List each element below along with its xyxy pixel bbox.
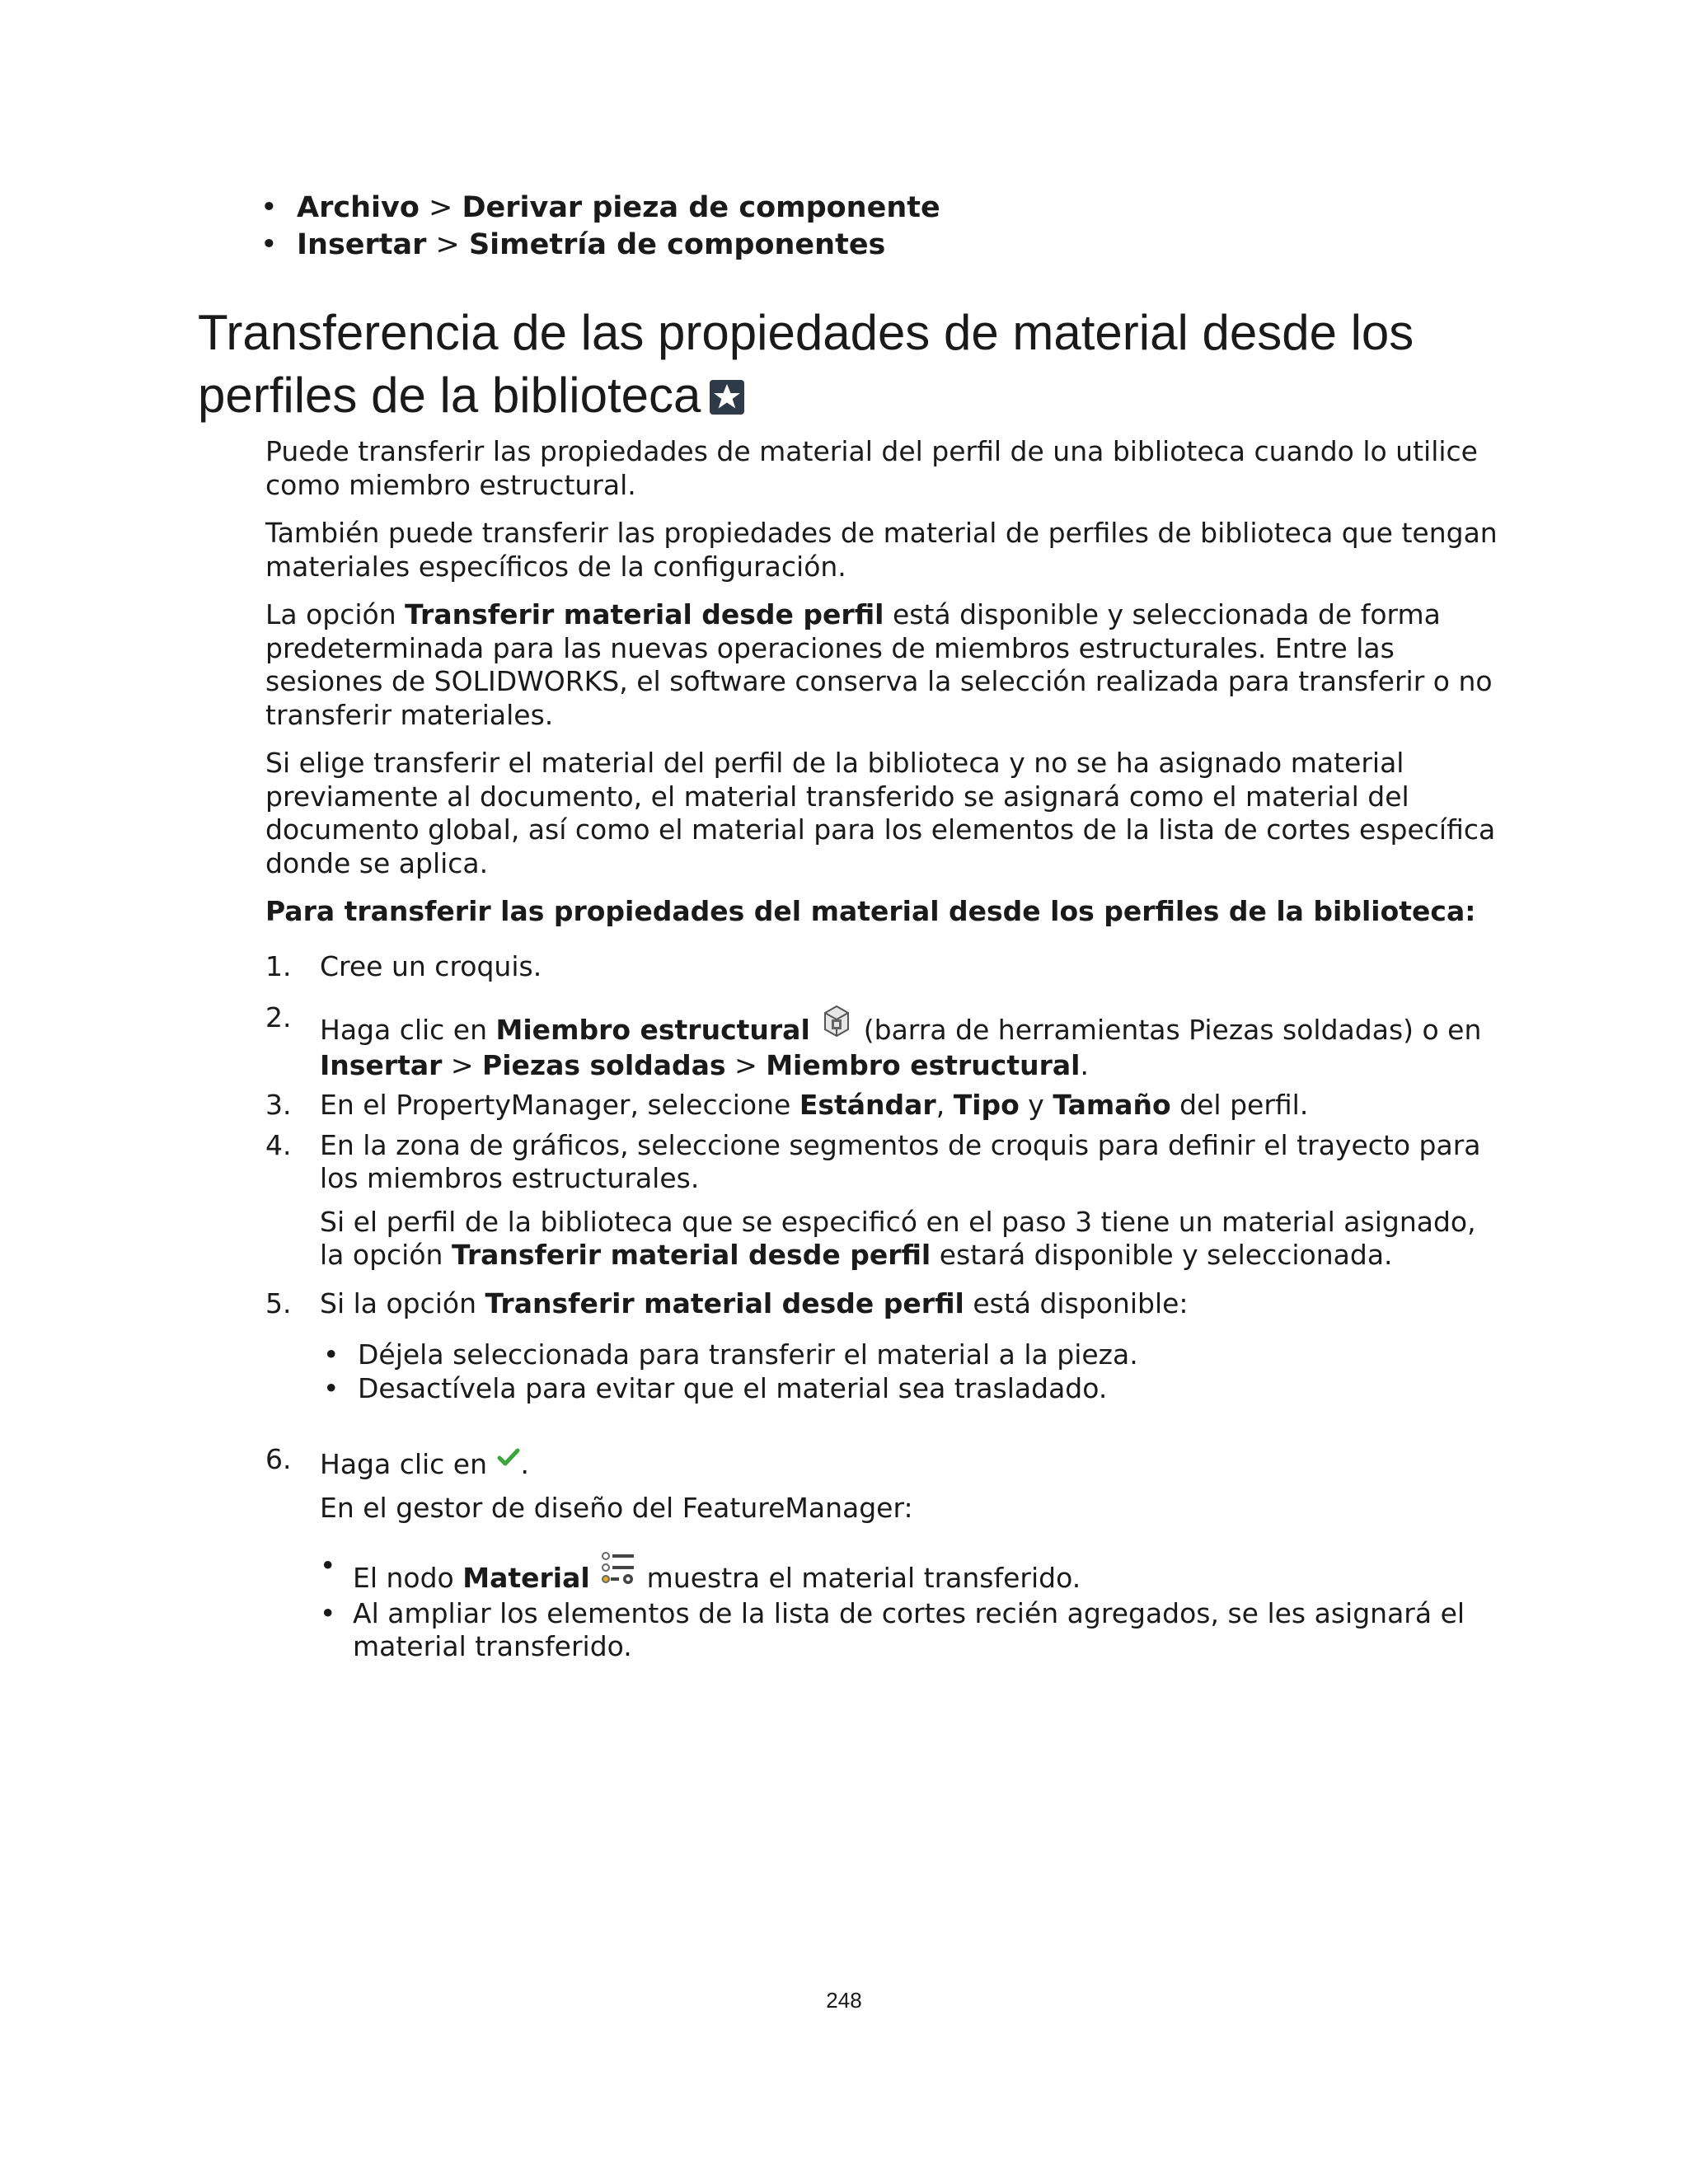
menu-item-label: Simetría de componentes <box>468 228 886 261</box>
menu-separator: > <box>725 1048 767 1081</box>
step-number: 1. <box>265 949 292 982</box>
menu-label: Archivo <box>297 191 420 224</box>
step-item <box>265 1443 1502 1664</box>
section-heading <box>198 302 1533 427</box>
text-span: El nodo <box>353 1562 463 1594</box>
procedure-title: Para transferir las propiedades del material desde los perfiles de la biblioteca: <box>265 895 1476 927</box>
paragraph: Si elige transferir el material del perfil de la biblioteca y no se ha asignado material previamente al documento, el material transferido se asignará como el material del documento global, así como el material para los elementos de la lista de cortes específica donde se aplica. <box>265 747 1496 879</box>
step-item <box>265 950 1502 984</box>
step-number: 4. <box>265 1128 292 1161</box>
step-item <box>265 1129 1502 1272</box>
step-item <box>265 1287 1502 1406</box>
material-node-icon <box>598 1549 638 1597</box>
text-span: y <box>1019 1089 1053 1121</box>
step-text <box>320 1287 1502 1321</box>
step-number: 5. <box>265 1286 292 1319</box>
field-name: Tamaño <box>1053 1089 1171 1121</box>
step-item <box>265 1001 1502 1082</box>
step-note <box>320 1206 1502 1272</box>
procedure-steps <box>265 950 1502 1664</box>
menu-item-label: Derivar pieza de componente <box>462 191 940 224</box>
text-span: está disponible y seleccionada de forma predeterminada para las nuevas operaciones de miembros estructurales. Entre las sesiones de SOLIDWORKS, el software conserva la selección realizada para transferir o no transferir materiales. <box>265 598 1493 731</box>
menu-path-list <box>260 190 940 264</box>
text-span: estará disponible y seleccionada. <box>931 1239 1393 1271</box>
text-span: muestra el material transferido. <box>638 1562 1081 1594</box>
text-span: En el PropertyManager, seleccione <box>320 1089 799 1121</box>
text-span: Si el perfil de la biblioteca que se especificó en el paso 3 tiene un material asignado, la opción <box>320 1205 1476 1271</box>
menu-separator: > <box>426 228 469 261</box>
text-span: Haga clic en <box>320 1014 496 1046</box>
list-item <box>320 1549 1502 1597</box>
step-number: 3. <box>265 1089 292 1121</box>
menu-separator: > <box>442 1048 483 1081</box>
text-span: , <box>935 1089 954 1121</box>
structural-member-icon <box>818 1001 855 1049</box>
checkmark-icon <box>496 1443 521 1477</box>
section-title: Transferencia de las propiedades de material desde los perfiles de la biblioteca <box>198 305 1414 423</box>
text-span: . <box>520 1448 530 1480</box>
article-body <box>265 435 1502 1672</box>
field-name: Tipo <box>953 1089 1020 1121</box>
step-number: 2. <box>265 1001 292 1033</box>
step-text: En la zona de gráficos, seleccione segmentos de croquis para definir el trayecto para los miembros estructurales. <box>320 1128 1481 1194</box>
text-span: . <box>1080 1048 1089 1081</box>
option-name: Transferir material desde perfil <box>485 1286 964 1319</box>
star-icon <box>709 368 745 404</box>
paragraph: También puede transferir las propiedades de material de perfiles de biblioteca que tengan materiales específicos de la configuración. <box>265 517 1498 583</box>
field-name: Estándar <box>799 1089 936 1121</box>
text-span: (barra de herramientas Piezas soldadas) o en <box>855 1014 1482 1046</box>
menu-separator: > <box>419 191 462 224</box>
step-number: 6. <box>265 1443 292 1475</box>
step-note: En el gestor de diseño del FeatureManager: <box>320 1491 913 1524</box>
option-name: Transferir material desde perfil <box>451 1239 931 1271</box>
menu-label: Piezas soldadas <box>482 1048 726 1081</box>
bullet-list <box>320 1549 1502 1664</box>
paragraph <box>265 598 1502 732</box>
step-text <box>320 1443 1502 1482</box>
page-number: 248 <box>826 1988 862 2013</box>
list-item <box>260 190 940 227</box>
list-item <box>260 227 940 264</box>
list-item: • Al ampliar los elementos de la lista de cortes recién agregados, se les asignará el material transferido. <box>320 1597 1502 1664</box>
text-span: Si la opción <box>320 1286 485 1319</box>
text-span: Haga clic en <box>320 1448 496 1480</box>
step-item <box>265 1089 1502 1122</box>
list-item: • Déjela seleccionada para transferir el material a la pieza. <box>320 1338 1502 1372</box>
text-span: La opción <box>265 598 406 630</box>
paragraph: Puede transferir las propiedades de material del perfil de una biblioteca cuando lo utilice como miembro estructural. <box>265 435 1478 501</box>
menu-label: Insertar <box>297 228 427 261</box>
menu-item-label: Miembro estructural <box>766 1048 1081 1081</box>
text-span: está disponible: <box>964 1286 1189 1319</box>
list-item: • Desactívela para evitar que el material sea trasladado. <box>320 1372 1502 1406</box>
node-name: Material <box>462 1562 590 1594</box>
step-text: Cree un croquis. <box>320 949 542 982</box>
menu-label: Insertar <box>320 1048 443 1081</box>
option-name: Transferir material desde perfil <box>405 598 884 630</box>
text-span: del perfil. <box>1170 1089 1309 1121</box>
bullet-list <box>320 1338 1502 1405</box>
command-name: Miembro estructural <box>495 1014 810 1046</box>
